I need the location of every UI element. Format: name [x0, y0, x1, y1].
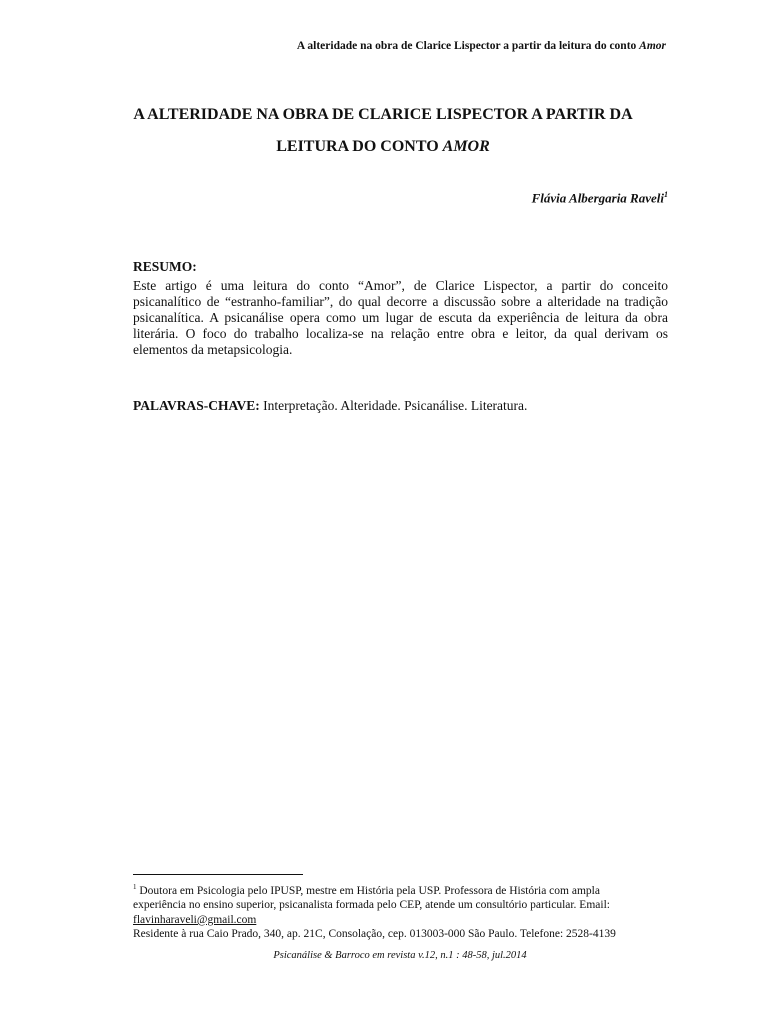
keywords-label: PALAVRAS-CHAVE:: [133, 398, 260, 413]
footnote: [133, 880, 673, 942]
abstract-line: elementos da metapsicologia.: [133, 342, 293, 357]
abstract-line: psicanalítico de “estranho-familiar”, do qual decorre a discussão sobre a alteridade na tradição: [133, 294, 668, 309]
abstract-line: Este artigo é uma leitura do conto “Amor”, de Clarice Lispector, a partir do conceito: [133, 278, 668, 293]
footnote-line-4: Residente à rua Caio Prado, 340, ap. 21C, Consolação, cep. 013003-000 São Paulo. Telefone: 2528-4139: [133, 928, 616, 941]
journal-footer: Psicanálise & Barroco em revista v.12, n.1 : 48-58, jul.2014: [273, 950, 527, 961]
footnote-divider: [133, 874, 303, 875]
author-name: Flávia Albergaria Raveli: [531, 190, 664, 206]
author-footnote-mark[interactable]: 1: [664, 190, 668, 199]
abstract-line: psicanalítica. A psicanálise opera como um lugar de escuta da experiência de leitura da obra: [133, 310, 668, 325]
abstract-line: literária. O foco do trabalho localiza-se na relação entre obra e leitor, da qual derivam os: [133, 326, 668, 341]
footnote-line-1: [133, 880, 673, 898]
footnote-line-2: experiência no ensino superior, psicanalista formada pelo CEP, atende um consultório particular. Email:: [133, 899, 610, 912]
footnote-email-link[interactable]: flavinharaveli@gmail.com: [133, 913, 257, 926]
title-line-1: A ALTERIDADE NA OBRA DE CLARICE LISPECTOR A PARTIR DA: [133, 106, 633, 123]
keywords: [133, 398, 527, 414]
abstract-body: [133, 278, 668, 358]
running-head: [297, 40, 666, 52]
footnote-text-1: Doutora em Psicologia pelo IPUSP, mestre em História pela USP. Professora de História com ampla: [139, 884, 600, 897]
running-head-italic: Amor: [639, 40, 666, 52]
running-head-text: A alteridade na obra de Clarice Lispector a partir da leitura do conto: [296, 40, 637, 52]
title-italic: AMOR: [442, 138, 490, 155]
article-title: [100, 99, 666, 163]
author-line: [532, 190, 668, 206]
abstract-heading: RESUMO:: [133, 259, 197, 274]
keywords-text: Interpretação. Alteridade. Psicanálise. Literatura.: [263, 398, 528, 413]
title-line-2: LEITURA DO CONTO: [276, 138, 439, 155]
footnote-mark: 1: [133, 883, 137, 891]
